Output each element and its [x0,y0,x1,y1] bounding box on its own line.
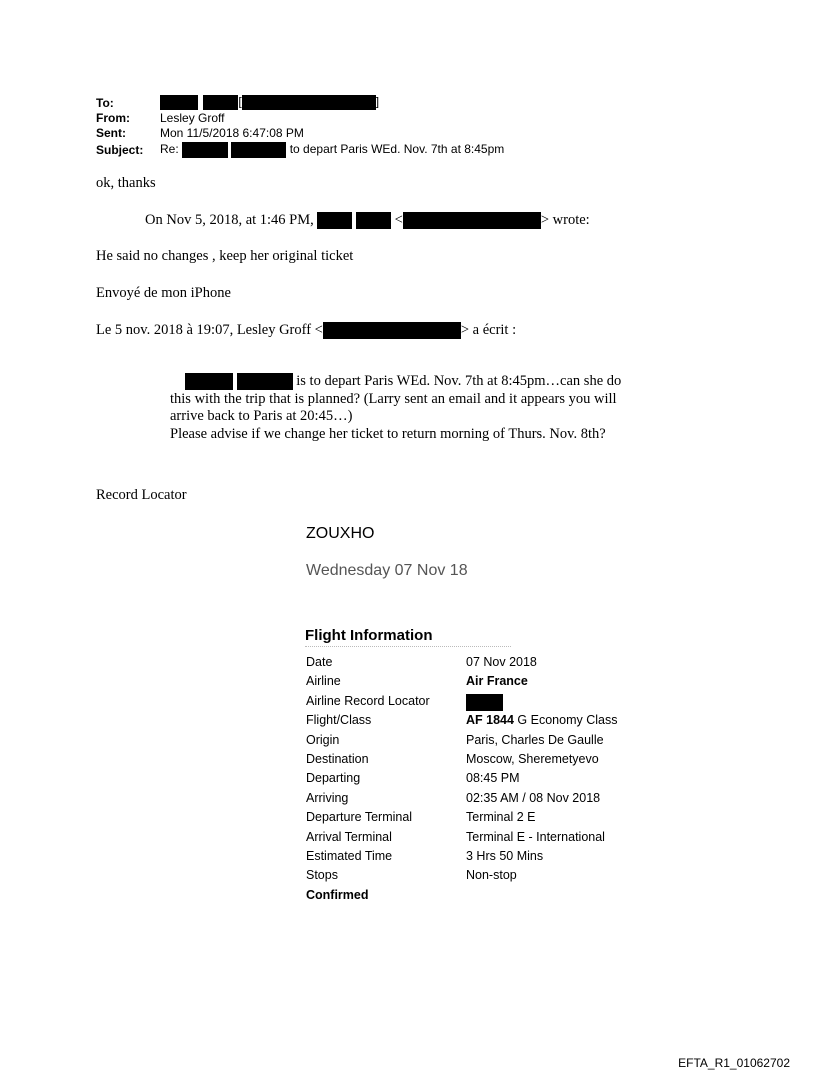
subject-prefix: Re: [160,142,179,157]
row-label: Airline [306,674,341,689]
redaction-box [466,694,503,711]
attribution-line [145,212,590,229]
quote-rest: she do this with the trip that is planned? (Larry sent an email and it appears you will arrive back to Paris at 20:45…) [170,373,622,424]
subject-rest: to depart Paris WEd. Nov. 7th at 8:45pm [289,142,505,157]
attribution-end: > wrote: [540,212,590,228]
body-line-2: Envoyé de mon iPhone [96,285,231,301]
row-label: Airline Record Locator [306,693,430,708]
row-value: Moscow, Sheremetyevo [466,751,599,766]
row-label: Origin [306,732,340,747]
row-value [466,713,617,727]
row-label: Arrival Terminal [306,829,392,844]
reply-text: ok, thanks [96,175,156,191]
row-value [466,694,503,711]
record-locator-label: Record Locator [96,487,187,503]
to-open-bracket: [ [238,94,242,109]
record-locator-value: ZOUXHO [306,525,375,542]
redaction-box [356,212,391,229]
from-label: From: [96,111,130,125]
booking-status: Confirmed [306,887,369,902]
row-label: Flight/Class [306,713,372,728]
row-value: Terminal 2 E [466,810,536,825]
subject-value [160,142,504,158]
body-line-1: He said no changes , keep her original ticket [96,248,354,264]
itinerary-date-heading: Wednesday 07 Nov 18 [306,562,468,579]
redaction-box [237,373,293,390]
attribution-lt: < [394,212,403,228]
row-label: Destination [306,751,369,766]
redaction-box [317,212,352,229]
french-attr-start: Le 5 nov. 2018 à 19:07, Lesley Groff < [96,322,323,338]
row-label: Departure Terminal [306,810,413,825]
row-value: Non-stop [466,868,517,883]
to-label: To: [96,96,114,110]
row-value: 02:35 AM / 08 Nov 2018 [466,790,601,805]
sent-value: Mon 11/5/2018 6:47:08 PM [160,126,304,140]
quote-paragraph [170,373,640,426]
to-close-bracket: ] [375,94,380,109]
row-label: Stops [306,868,338,883]
to-value [160,95,379,110]
french-attr-end: > a écrit : [460,322,517,338]
redaction-box [203,95,238,110]
row-value: 08:45 PM [466,771,520,786]
redaction-box [242,95,376,110]
from-value: Lesley Groff [160,111,225,125]
redaction-box [160,95,198,110]
row-value: Paris, Charles De Gaulle [466,732,604,747]
flight-number: AF 1844 [466,713,514,728]
row-value: 07 Nov 2018 [466,655,537,669]
row-value: Air France [466,674,528,689]
flight-class: G Economy Class [513,713,618,728]
redaction-box [403,212,541,229]
row-label: Date [306,655,333,669]
redaction-box [323,322,461,339]
flight-information-title: Flight Information [305,627,511,647]
french-attribution [96,322,516,339]
attribution-start: On Nov 5, 2018, at 1:46 PM, [145,212,314,228]
redaction-box [182,142,228,158]
row-label: Estimated Time [306,848,393,863]
row-value: 3 Hrs 50 Mins [466,848,544,863]
quoted-message [170,373,640,443]
quote-first: is to depart Paris WEd. Nov. 7th at 8:45pm…can [296,373,581,389]
redaction-box [185,373,233,390]
quote-last: Please advise if we change her ticket to return morning of Thurs. Nov. 8th? [170,425,606,442]
redaction-box [231,142,286,158]
bates-number: EFTA_R1_01062702 [678,1056,790,1070]
row-label: Arriving [306,790,349,805]
row-label: Departing [306,771,361,786]
row-value: Terminal E - International [466,829,605,844]
subject-label: Subject: [96,143,144,157]
sent-label: Sent: [96,126,126,140]
